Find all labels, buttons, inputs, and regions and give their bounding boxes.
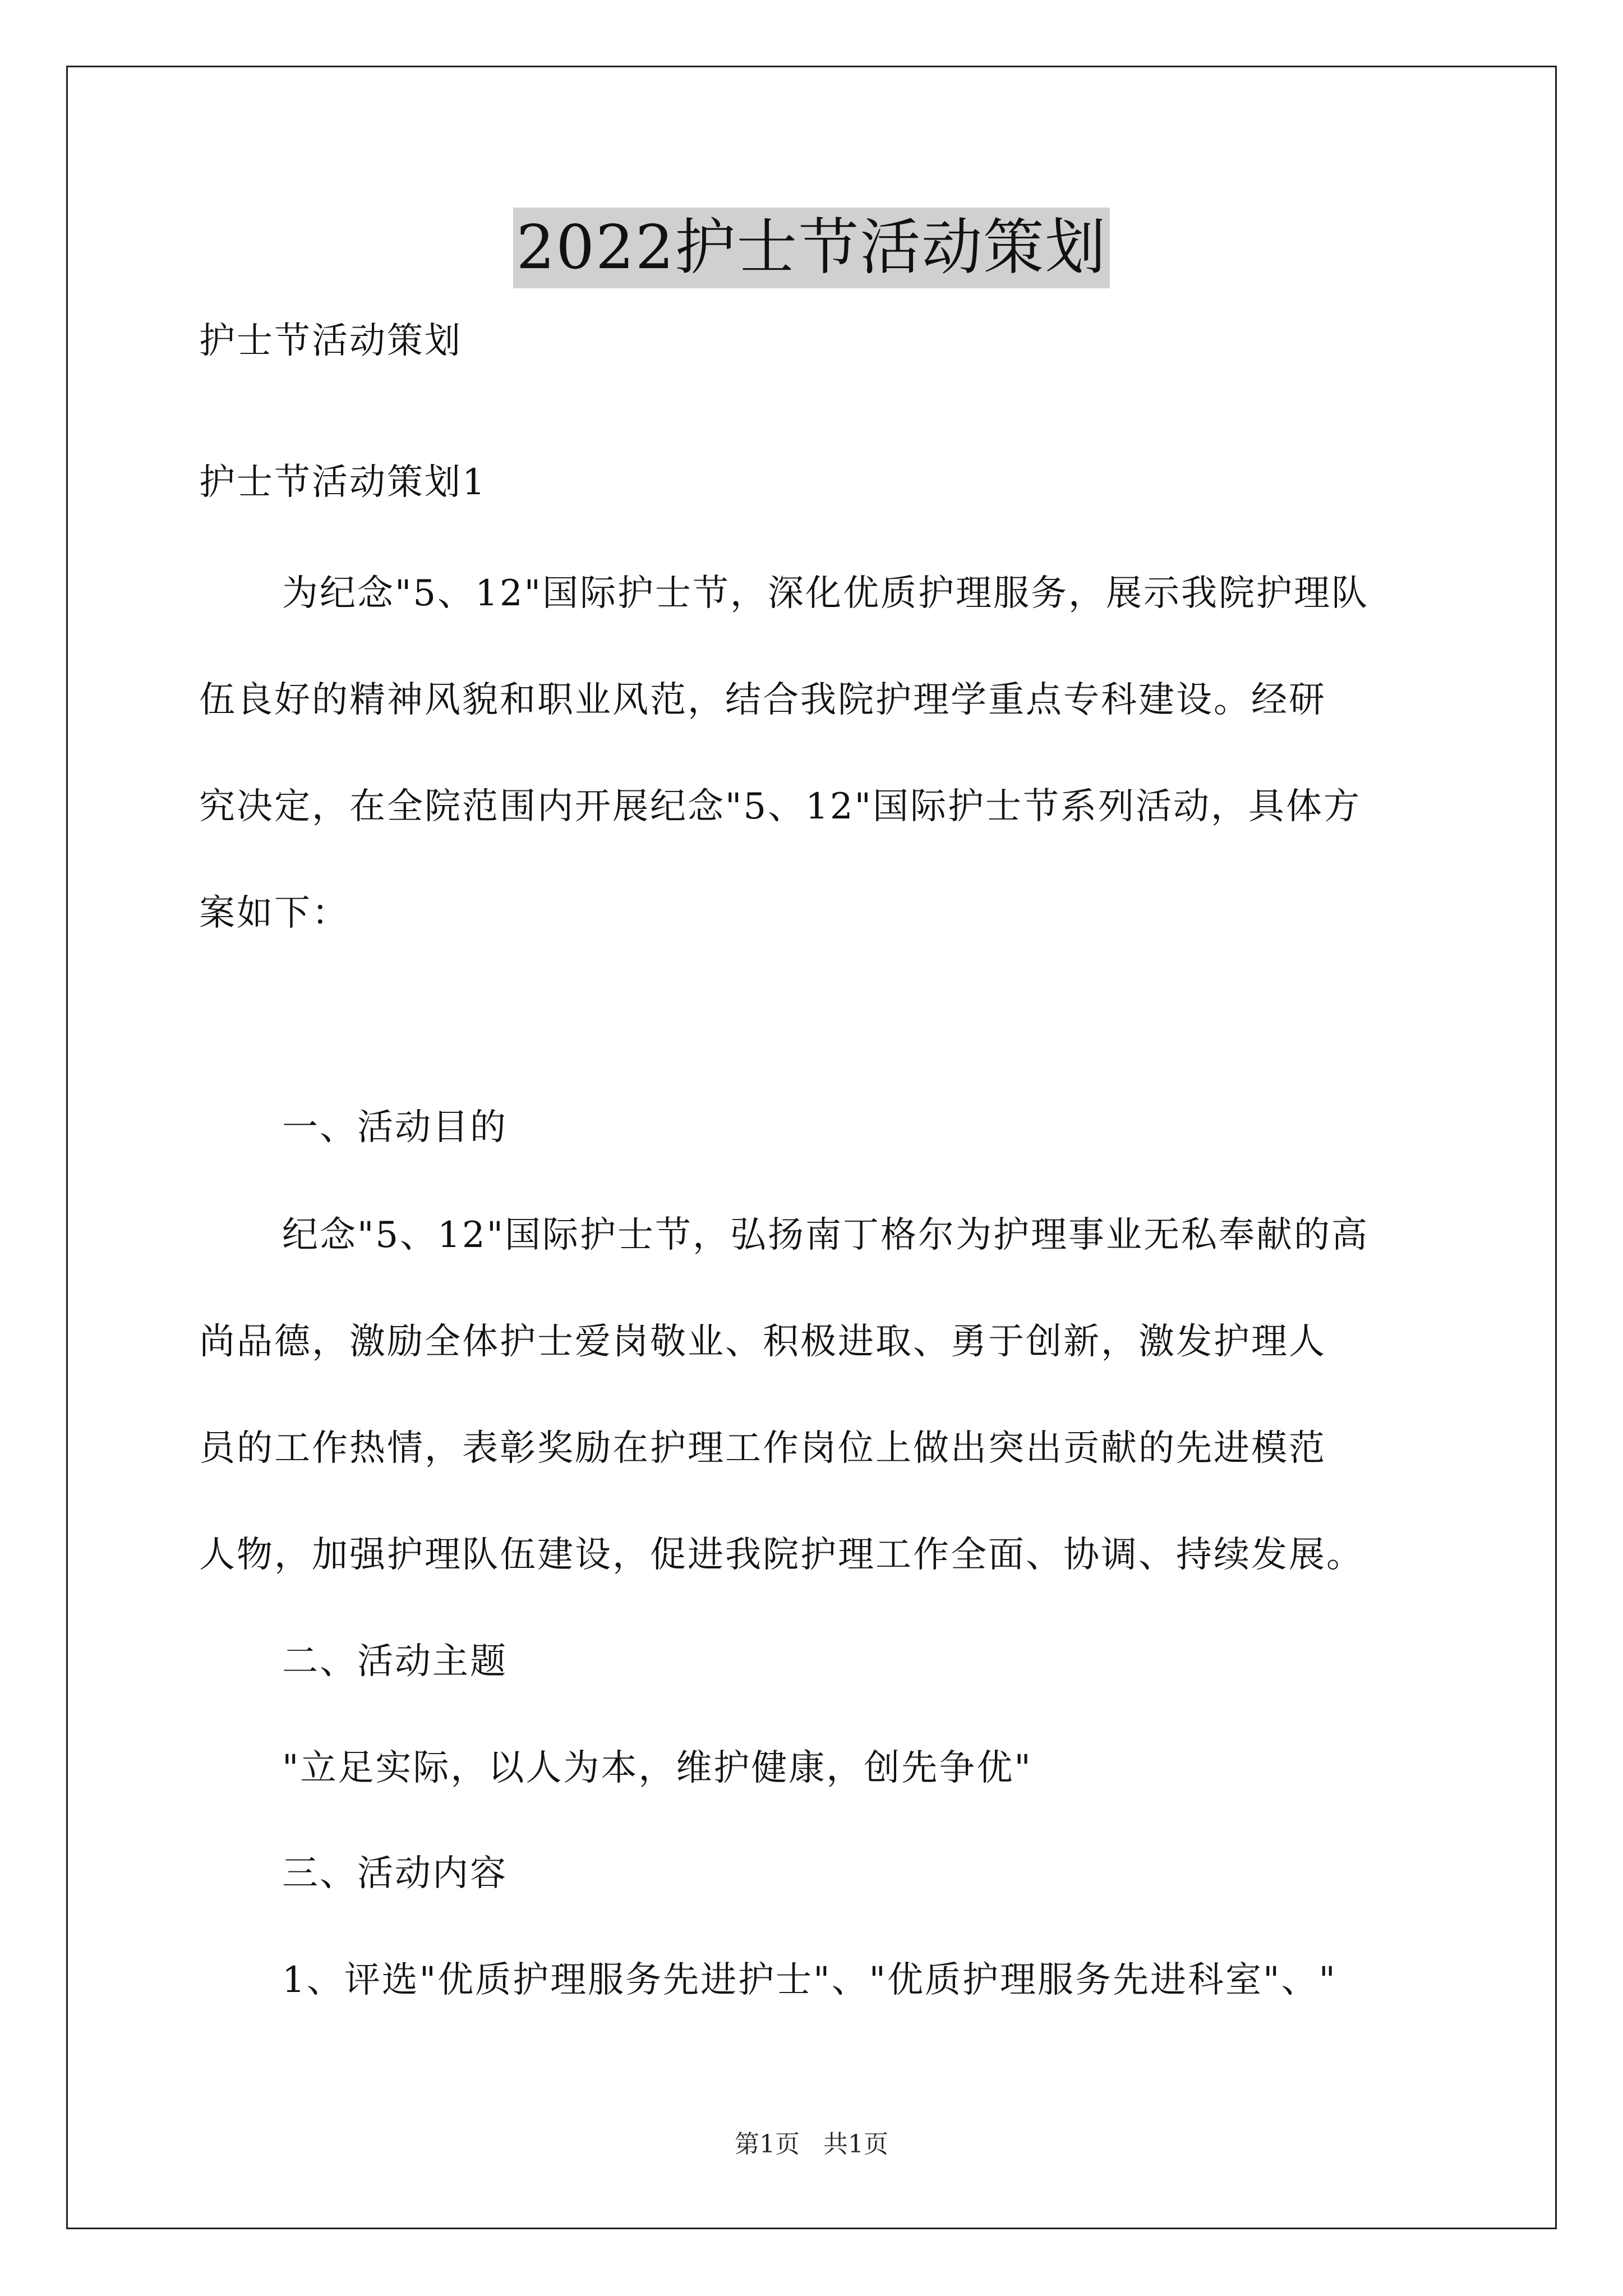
subtitle-line-1: 护士节活动策划 — [199, 320, 462, 362]
intro-line-2: 伍良好的精神风貌和职业风范，结合我院护理学重点专科建设。经研 — [199, 679, 1326, 721]
title-container — [0, 208, 1623, 288]
section-1-heading: 一、活动目的 — [282, 1107, 508, 1148]
section-1-line-1: 纪念"5、12"国际护士节，弘扬南丁格尔为护理事业无私奉献的高 — [282, 1214, 1370, 1256]
section-3-heading: 三、活动内容 — [282, 1853, 508, 1894]
page-number-total: 共1页 — [823, 2130, 888, 2159]
intro-line-1: 为纪念"5、12"国际护士节，深化优质护理服务，展示我院护理队 — [282, 573, 1370, 614]
section-2-text: "立足实际，以人为本，维护健康，创先争优" — [282, 1747, 1032, 1789]
section-2-heading: 二、活动主题 — [282, 1641, 508, 1682]
subtitle-line-2: 护士节活动策划1 — [199, 462, 487, 503]
section-3-item-1: 1、评选"优质护理服务先进护士"、"优质护理服务先进科室"、" — [282, 1959, 1337, 2001]
section-1-line-4: 人物，加强护理队伍建设，促进我院护理工作全面、协调、持续发展。 — [199, 1534, 1364, 1576]
section-1-line-3: 员的工作热情，表彰奖励在护理工作岗位上做出突出贡献的先进模范 — [199, 1428, 1326, 1469]
intro-line-4: 案如下： — [199, 892, 349, 934]
page-footer — [0, 2128, 1623, 2161]
section-1-line-2: 尚品德，激励全体护士爱岗敬业、积极进取、勇于创新，激发护理人 — [199, 1321, 1326, 1363]
page-number-current: 第1页 — [735, 2130, 800, 2159]
intro-line-3: 究决定，在全院范围内开展纪念"5、12"国际护士节系列活动，具体方 — [199, 786, 1362, 827]
document-title: 2022护士节活动策划 — [513, 208, 1110, 288]
